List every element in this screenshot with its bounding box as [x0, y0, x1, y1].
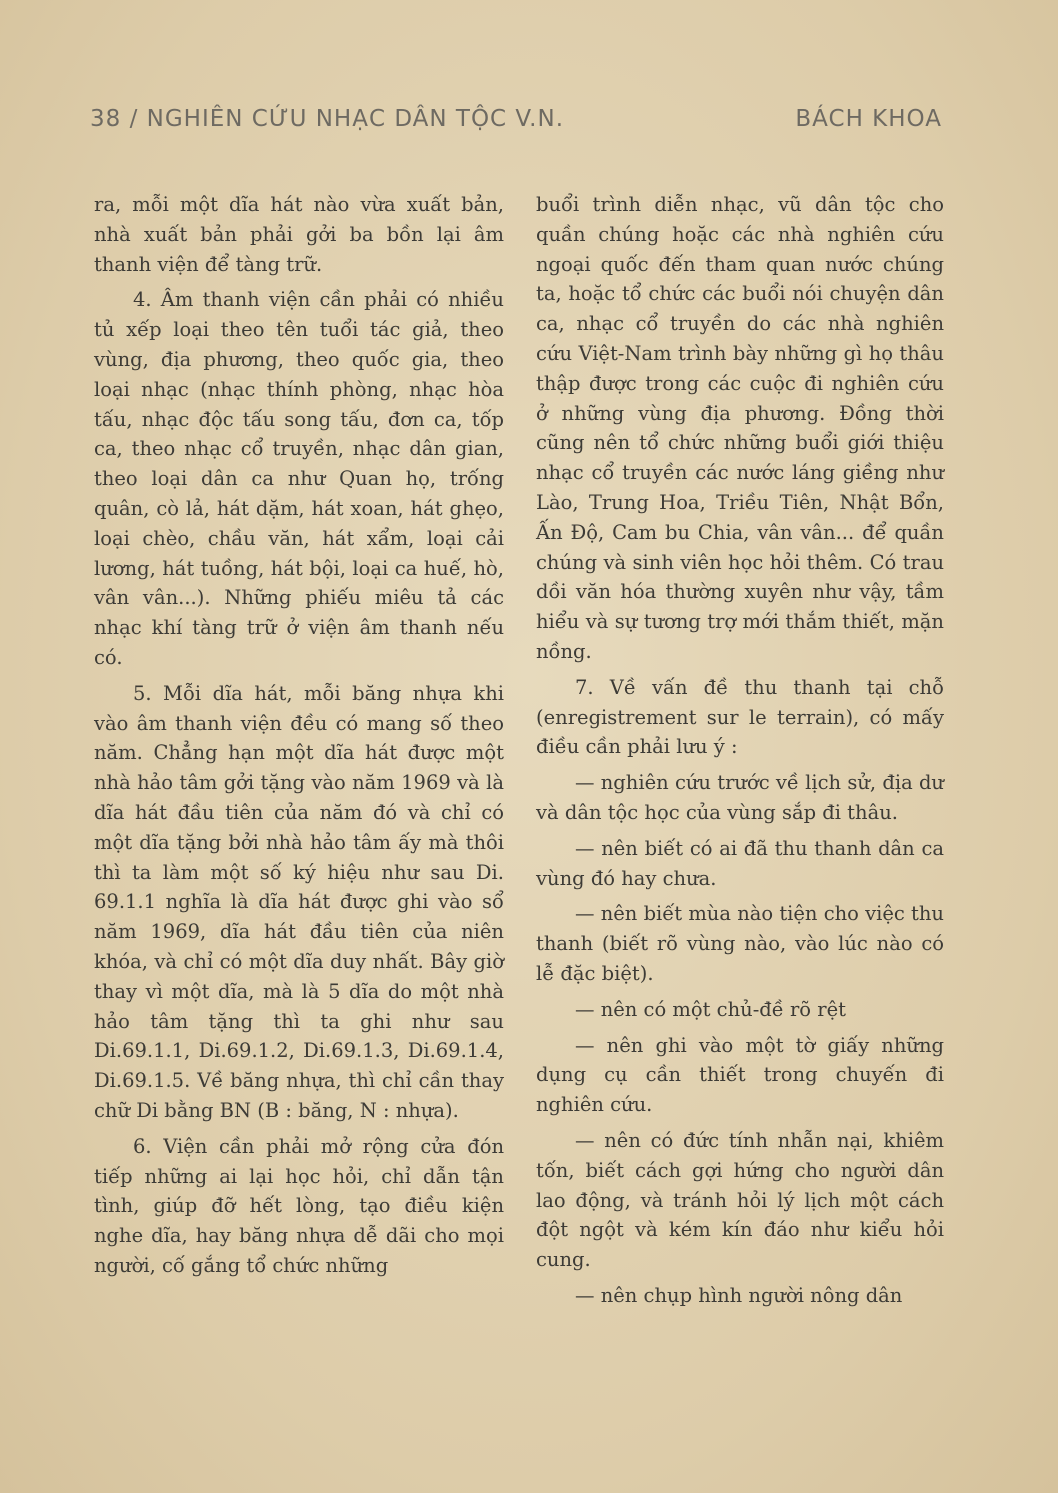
paragraph: 5. Mỗi dĩa hát, mỗi băng nhựa khi vào âm thanh viện đều có mang số theo năm. Chẳng hạn một dĩa hát được một nhà hảo tâm gởi tặng vào năm 1969 và là dĩa hát đầu tiên của năm đó và chỉ có một dĩa tặng bởi nhà hảo tâm ấy mà thôi thì ta làm một số ký hiệu như sau Di. 69.1.1 nghĩa là dĩa hát được ghi vào sổ năm 1969, dĩa hát đầu tiên của niên khóa, và chỉ có một dĩa duy nhất. Bây giờ thay vì một dĩa, mà là 5 dĩa do một nhà hảo tâm tặng thì ta ghi như sau Di.69.1.1, Di.69.1.2, Di.69.1.3, Di.69.1.4, Di.69.1.5. Về băng nhựa, thì chỉ cần thay chữ Di bằng BN (B : băng, N : nhựa). [94, 681, 504, 1122]
page-header [90, 106, 942, 146]
magazine-name: BÁCH KHOA [795, 106, 942, 132]
list-item: — nên biết có ai đã thu thanh dân ca vùng đó hay chưa. [536, 836, 944, 890]
paragraph: 6. Viện cần phải mở rộng cửa đón tiếp những ai lại học hỏi, chỉ dẫn tận tình, giúp đỡ hết lòng, tạo điều kiện nghe dĩa, hay băng nhựa dễ dãi cho mọi người, cố gắng tổ chức những [94, 1134, 504, 1277]
paragraph: buổi trình diễn nhạc, vũ dân tộc cho quần chúng hoặc các nhà nghiên cứu ngoại quốc đến tham quan nước chúng ta, hoặc tổ chức các buổi nói chuyện dân ca, nhạc cổ truyền do các nhà nghiên cứu Việt-Nam trình bày những gì họ thâu thập được trong các cuộc đi nghiên cứu ở những vùng địa phương. Đồng thời cũng nên tổ chức những buổi giới thiệu nhạc cổ truyền các nước láng giềng như Lào, Trung Hoa, Triều Tiên, Nhật Bổn, Ấn Độ, Cam bu Chia, vân vân... để quần chúng và sinh viên học hỏi thêm. Có trau dồi văn hóa thường xuyên như vậy, tầm hiểu và sự tương trợ mới thắm thiết, mặn nồng. [536, 193, 944, 663]
list-item: — nên biết mùa nào tiện cho việc thu thanh (biết rõ vùng nào, vào lúc nào có lễ đặc biệt). [536, 902, 944, 985]
running-head-left: 38 / NGHIÊN CỨU NHẠC DÂN TỘC V.N. [90, 106, 565, 132]
list-item: — nghiên cứu trước về lịch sử, địa dư và dân tộc học của vùng sắp đi thâu. [536, 771, 944, 824]
list-item: — nên chụp hình người nông dân [575, 1283, 903, 1307]
list-item: — nên có một chủ-đề rõ rệt [575, 997, 846, 1021]
right-column [536, 190, 944, 1317]
paragraph: 4. Âm thanh viện cần phải có nhiều tủ xếp loại theo tên tuổi tác giả, theo vùng, địa phương, theo quốc gia, theo loại nhạc (nhạc thính phòng, nhạc hòa tấu, nhạc độc tấu song tấu, đơn ca, tốp ca, theo nhạc cổ truyền, nhạc dân gian, theo loại dân ca như Quan họ, trống quân, cò lả, hát dặm, hát xoan, hát ghẹo, loại chèo, chầu văn, hát xẩm, loại cải lương, hát tuồng, hát bội, loại ca huế, hò, vân vân...). Những phiếu miêu tả các nhạc khí tàng trữ ở viện âm thanh nếu có. [94, 288, 504, 669]
list-item: — nên ghi vào một tờ giấy những dụng cụ cần thiết trong chuyến đi nghiên cứu. [536, 1033, 944, 1117]
left-column [94, 190, 504, 1287]
paragraph: 7. Về vấn đề thu thanh tại chỗ (enregistrement sur le terrain), có mấy điều cần phải lưu ý : [536, 675, 944, 759]
paragraph: ra, mỗi một dĩa hát nào vừa xuất bản, nhà xuất bản phải gởi ba bồn lại âm thanh viện để tàng trữ. [94, 193, 504, 276]
list-item: — nên có đức tính nhẫn nại, khiêm tốn, biết cách gợi hứng cho người dân lao động, và tránh hỏi lý lịch một cách đột ngột và kém kín đáo như kiểu hỏi cung. [536, 1128, 944, 1272]
